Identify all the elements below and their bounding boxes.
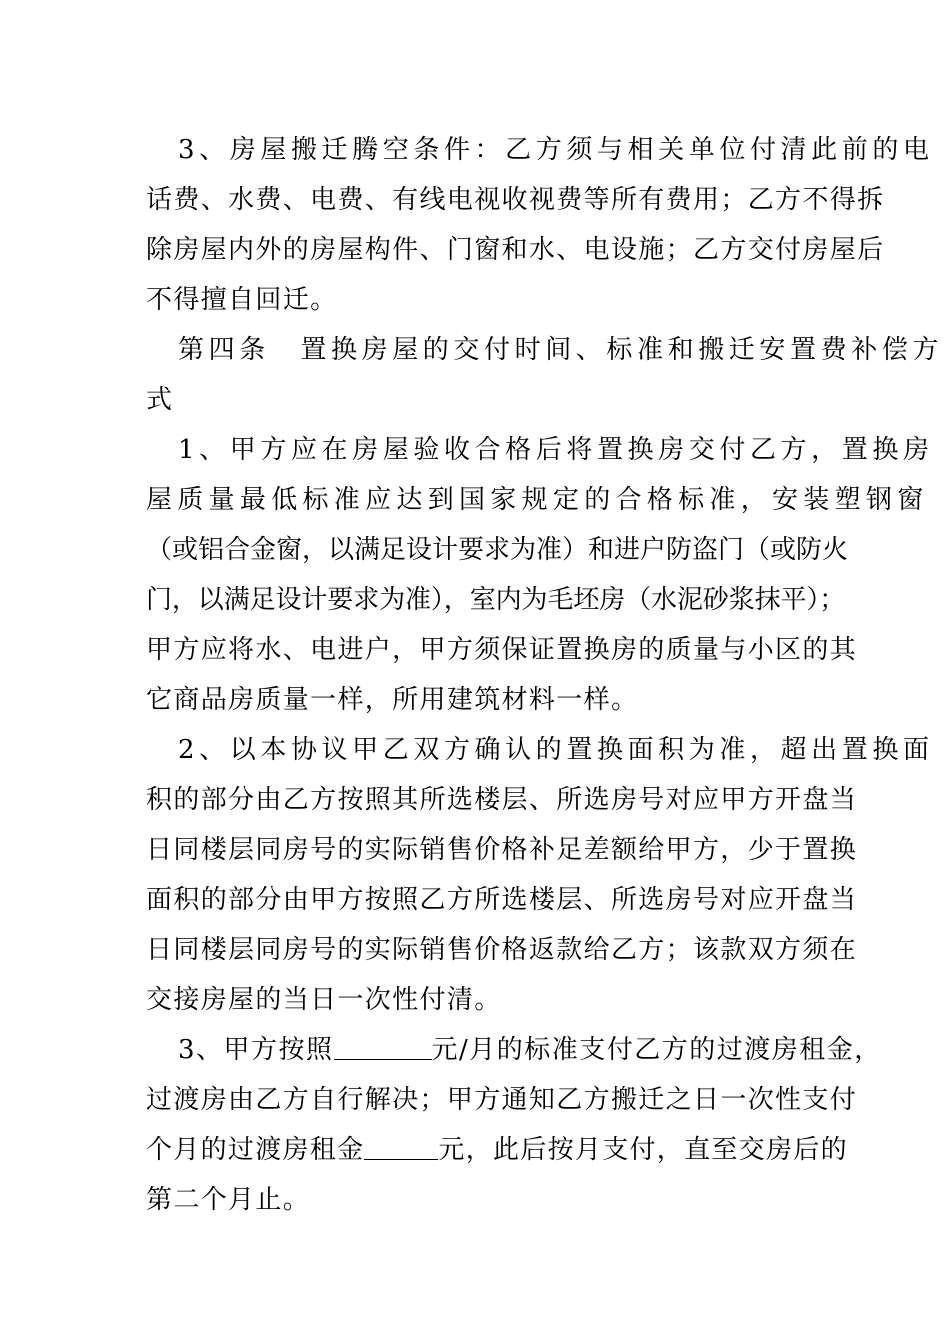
text-line: 过渡房由乙方自行解决；甲方通知乙方搬迁之日一次性支付 <box>146 1085 858 1115</box>
text-line: 日同楼层同房号的实际销售价格返款给乙方；该款双方须在 <box>146 935 858 965</box>
text-line: 交接房屋的当日一次性付清。 <box>146 985 502 1015</box>
text-line: 话费、水费、电费、有线电视收视费等所有费用；乙方不得拆 <box>146 185 885 215</box>
text-line: 3、房屋搬迁腾空条件：乙方须与相关单位付清此前的电 <box>178 135 934 165</box>
article-heading: 第四条 置换房屋的交付时间、标准和搬迁安置费补偿方 <box>178 335 944 365</box>
text-line: 日同楼层同房号的实际销售价格补足差额给甲方，少于置换 <box>146 835 858 865</box>
text-line: 1、甲方应在房屋验收合格后将置换房交付乙方，置换房 <box>178 435 934 465</box>
rent-line-start: 3、甲方按照 <box>178 1035 334 1065</box>
deposit-amount-blank <box>364 1135 438 1160</box>
text-line: 面积的部分由甲方按照乙方所选楼层、所选房号对应开盘当 <box>146 885 858 915</box>
text-line: 它商品房质量一样，所用建筑材料一样。 <box>146 685 639 715</box>
rent-line <box>178 1034 882 1066</box>
text-line: （或铝合金窗，以满足设计要求为准）和进户防盗门（或防火 <box>146 535 849 565</box>
text-line: 积的部分由乙方按照其所选楼层、所选房号对应甲方开盘当 <box>146 785 858 815</box>
deposit-line <box>146 1134 848 1166</box>
text-line: 屋质量最低标准应达到国家规定的合格标准，安装塑钢窗 <box>146 485 929 515</box>
rent-line-end: 元/月的标准支付乙方的过渡房租金， <box>431 1035 882 1065</box>
rent-amount-blank <box>334 1035 432 1060</box>
text-line: 不得擅自回迁。 <box>146 285 338 315</box>
text-line: 式 <box>146 385 174 415</box>
deposit-line-end: 元，此后按月支付，直至交房后的 <box>438 1135 848 1165</box>
deposit-line-start: 个月的过渡房租金 <box>146 1135 365 1165</box>
text-line: 第二个月止。 <box>146 1185 311 1215</box>
text-line: 甲方应将水、电进户，甲方须保证置换房的质量与小区的其 <box>146 635 858 665</box>
text-line: 除房屋内外的房屋构件、门窗和水、电设施；乙方交付房屋后 <box>146 235 885 265</box>
text-line: 2、以本协议甲乙双方确认的置换面积为准，超出置换面 <box>178 735 934 765</box>
text-line: 门，以满足设计要求为准），室内为毛坯房（水泥砂浆抹平）； <box>146 585 846 615</box>
